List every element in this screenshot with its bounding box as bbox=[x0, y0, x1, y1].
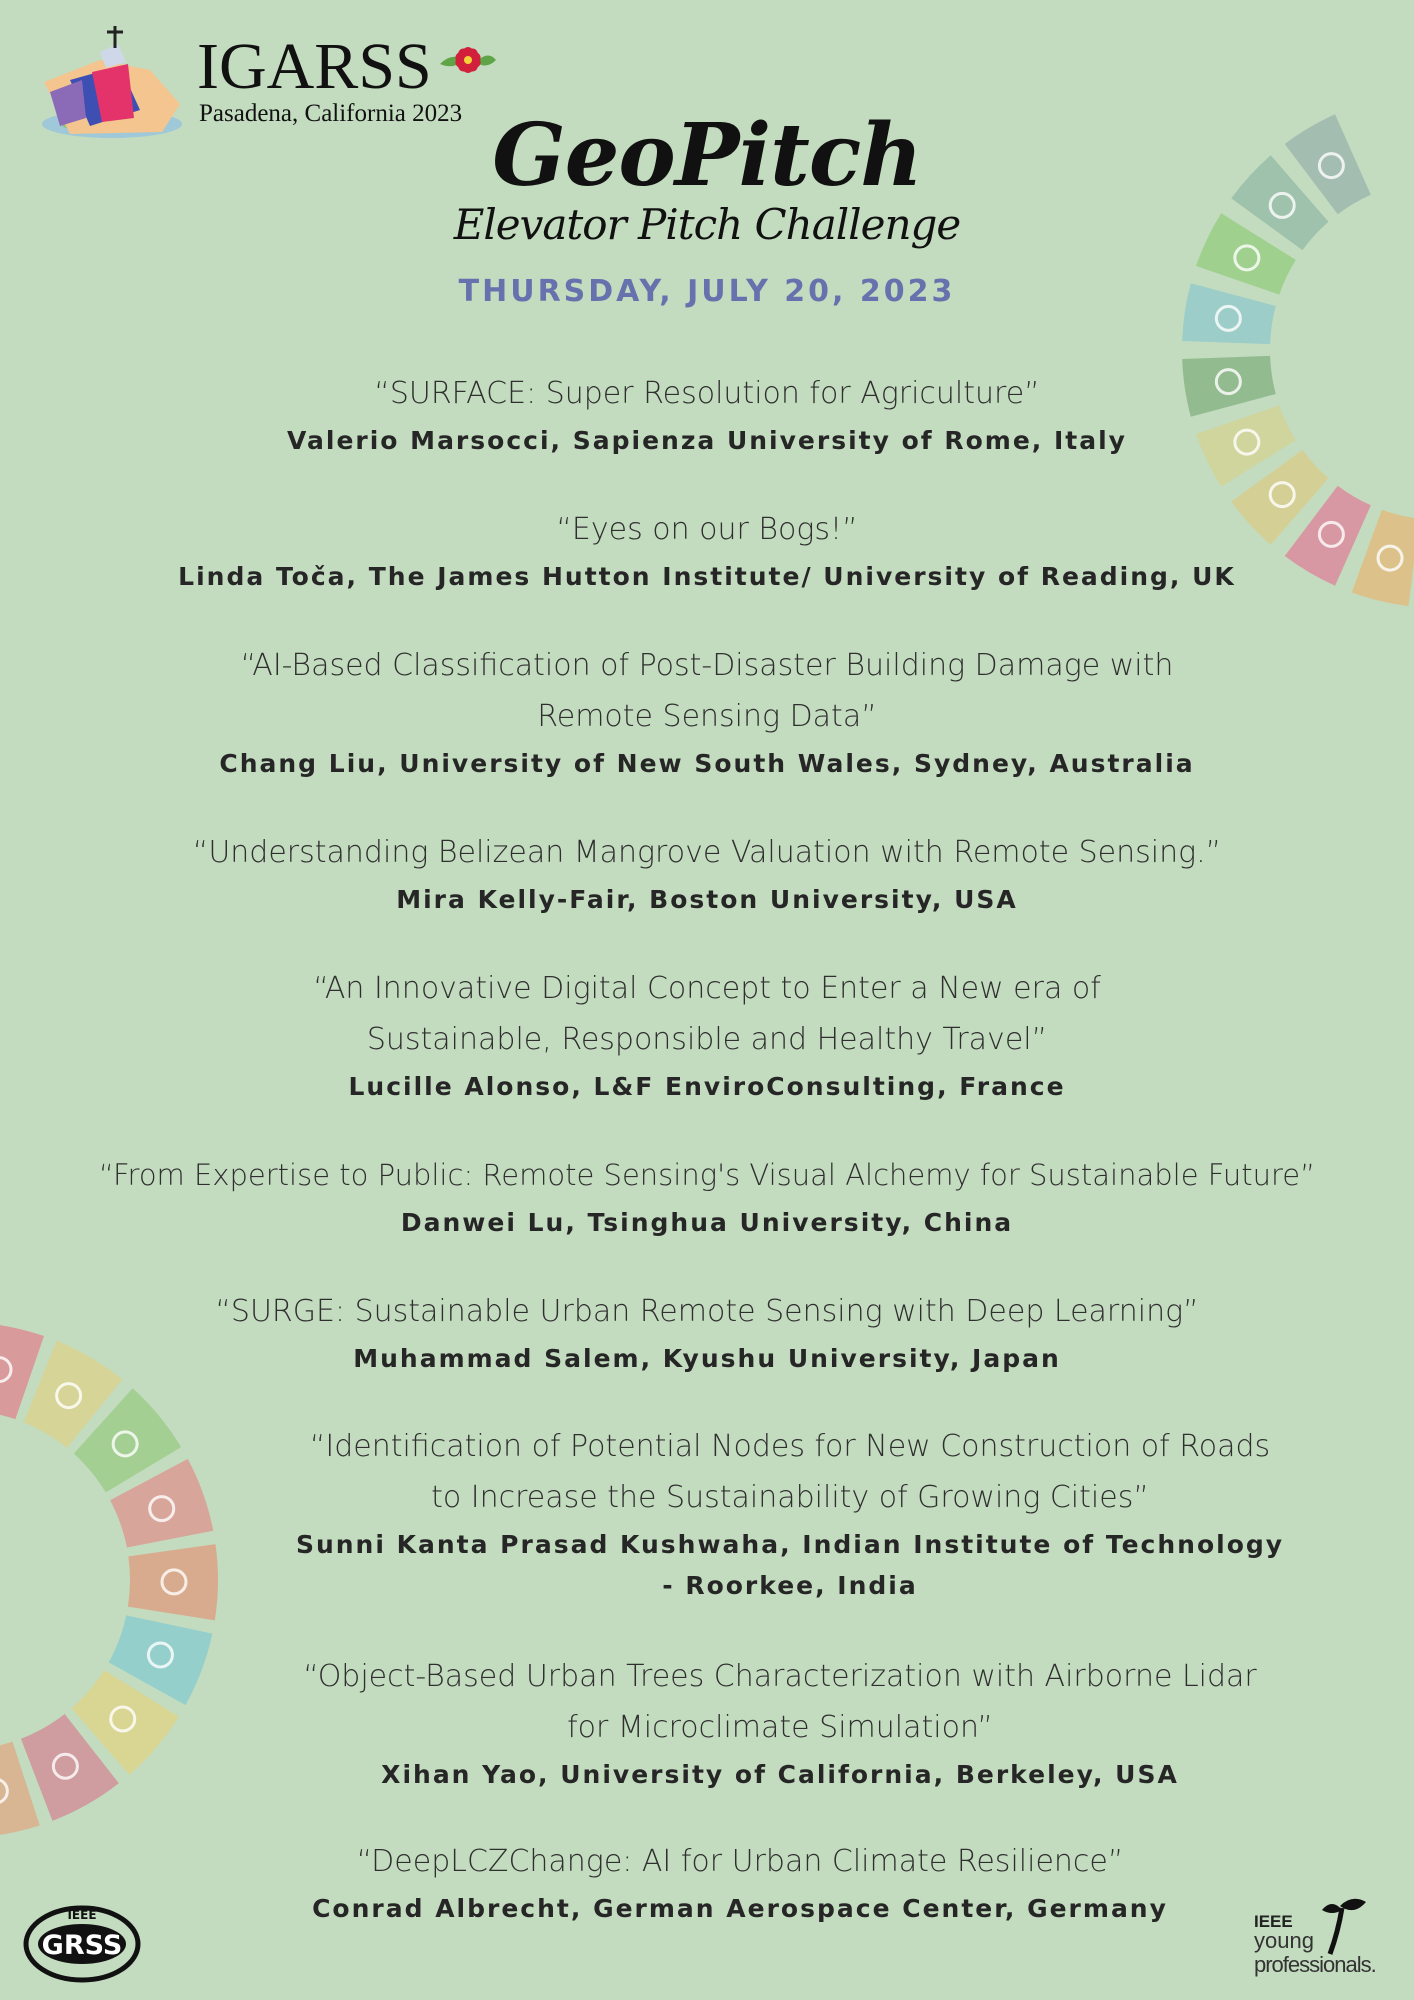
pitch-title: “An Innovative Digital Concept to Enter a New era of bbox=[313, 971, 1101, 1006]
grss-logo bbox=[20, 1898, 142, 1984]
yp-professionals-text: professionals. bbox=[1254, 1952, 1376, 1977]
pitch-title: “AI-Based Classification of Post-Disaster Building Damage with bbox=[240, 648, 1174, 683]
pitch-author: Mira Kelly-Fair, Boston University, USA bbox=[396, 885, 1018, 914]
pitch-title: “SURGE: Sustainable Urban Remote Sensing with Deep Learning” bbox=[215, 1294, 1199, 1329]
pitch-author: Danwei Lu, Tsinghua University, China bbox=[400, 1208, 1014, 1237]
pitch-title-line-2: Remote Sensing Data” bbox=[537, 699, 877, 734]
pitch-8 bbox=[250, 1421, 1330, 1607]
pitch-9 bbox=[250, 1651, 1310, 1796]
yp-ieee-text: IEEE bbox=[1254, 1912, 1293, 1931]
pitch-author: Valerio Marsocci, Sapienza University of Rome, Italy bbox=[287, 426, 1127, 455]
pitch-5 bbox=[0, 963, 1414, 1108]
grss-ieee-text: IEEE bbox=[67, 1908, 97, 1922]
pitch-10 bbox=[240, 1836, 1240, 1930]
yp-young-text: young bbox=[1254, 1928, 1314, 1953]
event-date: THURSDAY, JULY 20, 2023 bbox=[458, 274, 956, 309]
yp-sprout-icon bbox=[1308, 1896, 1368, 1956]
pitch-title: “Eyes on our Bogs!” bbox=[556, 512, 858, 547]
sdg-gender-equality-segment bbox=[128, 1544, 218, 1620]
pitch-title: “DeepLCZChange: AI for Urban Climate Resilience” bbox=[356, 1844, 1124, 1879]
pitch-title: “SURFACE: Super Resolution for Agriculture” bbox=[374, 376, 1040, 411]
pitch-6 bbox=[0, 1150, 1414, 1244]
ieee-young-professionals-logo bbox=[1252, 1896, 1402, 1982]
sdg-climate-action-segment bbox=[1182, 356, 1276, 417]
pitch-author: Muhammad Salem, Kyushu University, Japan bbox=[353, 1344, 1061, 1373]
pitch-author: Xihan Yao, University of California, Berkeley, USA bbox=[381, 1760, 1179, 1789]
pitch-4 bbox=[0, 827, 1414, 921]
pitch-author: Conrad Albrecht, German Aerospace Center, Germany bbox=[312, 1894, 1168, 1923]
sdg-wheel-bottom-left bbox=[0, 1290, 260, 1850]
pitch-title: “Object-Based Urban Trees Characterization with Airborne Lidar bbox=[303, 1659, 1257, 1694]
pitch-author-line-2: - Roorkee, India bbox=[662, 1571, 918, 1600]
igarss-brand: IGARSS bbox=[197, 30, 432, 103]
pitch-title: “Identification of Potential Nodes for New Construction of Roads bbox=[309, 1429, 1271, 1464]
sdg-wheel-top-right bbox=[1150, 60, 1414, 620]
pitch-author: Chang Liu, University of New South Wales, Sydney, Australia bbox=[219, 749, 1195, 778]
pitch-title-line-2: to Increase the Sustainability of Growing Cities” bbox=[431, 1480, 1149, 1515]
igarss-location: Pasadena, California 2023 bbox=[199, 100, 463, 127]
pitch-title-line-2: for Microclimate Simulation” bbox=[567, 1710, 993, 1745]
pitch-title: “Understanding Belizean Mangrove Valuation with Remote Sensing.” bbox=[192, 835, 1222, 870]
grss-label: GRSS bbox=[41, 1930, 123, 1961]
event-title: GeoPitch bbox=[492, 105, 922, 206]
pitch-3 bbox=[0, 640, 1414, 785]
pitch-author: Sunni Kanta Prasad Kushwaha, Indian Institute of Technology bbox=[295, 1530, 1285, 1559]
event-subtitle: Elevator Pitch Challenge bbox=[453, 200, 961, 249]
pitch-title-line-2: Sustainable, Responsible and Healthy Travel” bbox=[366, 1022, 1048, 1057]
sdg-life-below-water-segment bbox=[1182, 283, 1276, 344]
hibiscus-icon bbox=[436, 38, 498, 84]
pitch-title: “From Expertise to Public: Remote Sensing's Visual Alchemy for Sustainable Future” bbox=[98, 1158, 1316, 1192]
pitch-author: Lucille Alonso, L&F EnviroConsulting, France bbox=[348, 1072, 1066, 1101]
pitch-author: Linda Toča, The James Hutton Institute/ University of Reading, UK bbox=[178, 562, 1236, 591]
